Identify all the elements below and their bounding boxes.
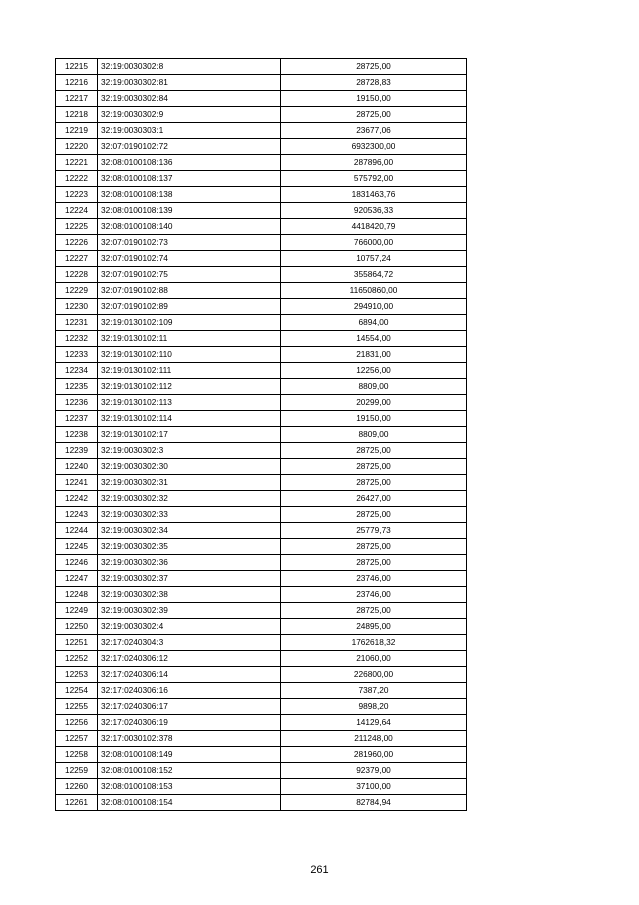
row-number-cell: 12220 — [56, 139, 98, 155]
row-number-cell: 12219 — [56, 123, 98, 139]
table-row — [56, 283, 467, 299]
table-row — [56, 75, 467, 91]
cadastral-number-cell: 32:19:0030302:30 — [98, 459, 281, 475]
cadastral-value-cell: 12256,00 — [281, 363, 467, 379]
table-row — [56, 315, 467, 331]
table-row — [56, 411, 467, 427]
row-number-cell: 12249 — [56, 603, 98, 619]
table-row — [56, 187, 467, 203]
cadastral-number-cell: 32:17:0240306:14 — [98, 667, 281, 683]
cadastral-value-cell: 920536,33 — [281, 203, 467, 219]
cadastral-value-cell: 24895,00 — [281, 619, 467, 635]
cadastral-value-cell: 575792,00 — [281, 171, 467, 187]
cadastral-number-cell: 32:08:0100108:139 — [98, 203, 281, 219]
table-row — [56, 267, 467, 283]
cadastral-value-cell: 8809,00 — [281, 379, 467, 395]
cadastral-value-cell: 26427,00 — [281, 491, 467, 507]
row-number-cell: 12250 — [56, 619, 98, 635]
row-number-cell: 12221 — [56, 155, 98, 171]
table-row — [56, 347, 467, 363]
table-row — [56, 539, 467, 555]
cadastral-number-cell: 32:19:0130102:17 — [98, 427, 281, 443]
table-row — [56, 507, 467, 523]
table-row — [56, 683, 467, 699]
row-number-cell: 12258 — [56, 747, 98, 763]
cadastral-value-cell: 14554,00 — [281, 331, 467, 347]
table-row — [56, 651, 467, 667]
cadastral-value-cell: 28725,00 — [281, 475, 467, 491]
cadastral-number-cell: 32:17:0240306:19 — [98, 715, 281, 731]
cadastral-value-cell: 19150,00 — [281, 411, 467, 427]
cadastral-number-cell: 32:08:0100108:138 — [98, 187, 281, 203]
cadastral-number-cell: 32:19:0130102:109 — [98, 315, 281, 331]
cadastral-value-cell: 28725,00 — [281, 107, 467, 123]
cadastral-value-cell: 28725,00 — [281, 507, 467, 523]
table-row — [56, 299, 467, 315]
table-row — [56, 203, 467, 219]
cadastral-value-cell: 287896,00 — [281, 155, 467, 171]
row-number-cell: 12245 — [56, 539, 98, 555]
row-number-cell: 12222 — [56, 171, 98, 187]
cadastral-value-cell: 21831,00 — [281, 347, 467, 363]
cadastral-value-cell: 19150,00 — [281, 91, 467, 107]
row-number-cell: 12261 — [56, 795, 98, 811]
cadastral-table-container — [55, 58, 466, 811]
cadastral-number-cell: 32:19:0030302:34 — [98, 523, 281, 539]
cadastral-number-cell: 32:19:0030302:8 — [98, 59, 281, 75]
table-row — [56, 747, 467, 763]
table-row — [56, 235, 467, 251]
cadastral-value-cell: 294910,00 — [281, 299, 467, 315]
table-row — [56, 91, 467, 107]
cadastral-number-cell: 32:17:0240306:16 — [98, 683, 281, 699]
cadastral-number-cell: 32:08:0100108:153 — [98, 779, 281, 795]
cadastral-value-cell: 28725,00 — [281, 459, 467, 475]
table-row — [56, 491, 467, 507]
cadastral-number-cell: 32:17:0240304:3 — [98, 635, 281, 651]
cadastral-number-cell: 32:19:0130102:110 — [98, 347, 281, 363]
cadastral-number-cell: 32:19:0030302:32 — [98, 491, 281, 507]
cadastral-value-cell: 14129,64 — [281, 715, 467, 731]
row-number-cell: 12224 — [56, 203, 98, 219]
table-body — [56, 59, 467, 811]
table-row — [56, 443, 467, 459]
row-number-cell: 12225 — [56, 219, 98, 235]
cadastral-value-cell: 355864,72 — [281, 267, 467, 283]
row-number-cell: 12234 — [56, 363, 98, 379]
table-row — [56, 475, 467, 491]
cadastral-number-cell: 32:19:0030302:31 — [98, 475, 281, 491]
cadastral-number-cell: 32:08:0100108:149 — [98, 747, 281, 763]
page-number: 261 — [310, 864, 329, 876]
cadastral-value-cell: 4418420,79 — [281, 219, 467, 235]
table-row — [56, 715, 467, 731]
table-row — [56, 555, 467, 571]
table-row — [56, 123, 467, 139]
cadastral-number-cell: 32:19:0030302:36 — [98, 555, 281, 571]
row-number-cell: 12217 — [56, 91, 98, 107]
cadastral-number-cell: 32:19:0030302:4 — [98, 619, 281, 635]
cadastral-number-cell: 32:19:0130102:113 — [98, 395, 281, 411]
cadastral-value-cell: 28725,00 — [281, 603, 467, 619]
row-number-cell: 12247 — [56, 571, 98, 587]
cadastral-value-table — [55, 58, 467, 811]
row-number-cell: 12243 — [56, 507, 98, 523]
row-number-cell: 12257 — [56, 731, 98, 747]
row-number-cell: 12238 — [56, 427, 98, 443]
table-row — [56, 331, 467, 347]
table-row — [56, 619, 467, 635]
cadastral-number-cell: 32:08:0100108:137 — [98, 171, 281, 187]
table-row — [56, 763, 467, 779]
cadastral-number-cell: 32:19:0030302:35 — [98, 539, 281, 555]
table-row — [56, 171, 467, 187]
row-number-cell: 12230 — [56, 299, 98, 315]
row-number-cell: 12228 — [56, 267, 98, 283]
table-row — [56, 779, 467, 795]
cadastral-number-cell: 32:07:0190102:88 — [98, 283, 281, 299]
row-number-cell: 12252 — [56, 651, 98, 667]
cadastral-value-cell: 28725,00 — [281, 443, 467, 459]
cadastral-number-cell: 32:07:0190102:74 — [98, 251, 281, 267]
cadastral-number-cell: 32:17:0030102:378 — [98, 731, 281, 747]
table-row — [56, 155, 467, 171]
row-number-cell: 12239 — [56, 443, 98, 459]
cadastral-number-cell: 32:07:0190102:89 — [98, 299, 281, 315]
table-row — [56, 571, 467, 587]
row-number-cell: 12218 — [56, 107, 98, 123]
cadastral-number-cell: 32:19:0030302:39 — [98, 603, 281, 619]
table-row — [56, 379, 467, 395]
cadastral-value-cell: 226800,00 — [281, 667, 467, 683]
cadastral-number-cell: 32:07:0190102:75 — [98, 267, 281, 283]
cadastral-value-cell: 21060,00 — [281, 651, 467, 667]
table-row — [56, 731, 467, 747]
row-number-cell: 12251 — [56, 635, 98, 651]
row-number-cell: 12227 — [56, 251, 98, 267]
row-number-cell: 12254 — [56, 683, 98, 699]
row-number-cell: 12233 — [56, 347, 98, 363]
row-number-cell: 12259 — [56, 763, 98, 779]
table-row — [56, 587, 467, 603]
cadastral-number-cell: 32:19:0030302:3 — [98, 443, 281, 459]
row-number-cell: 12253 — [56, 667, 98, 683]
cadastral-value-cell: 20299,00 — [281, 395, 467, 411]
row-number-cell: 12246 — [56, 555, 98, 571]
table-row — [56, 363, 467, 379]
table-row — [56, 139, 467, 155]
table-row — [56, 459, 467, 475]
cadastral-value-cell: 281960,00 — [281, 747, 467, 763]
row-number-cell: 12256 — [56, 715, 98, 731]
table-row — [56, 427, 467, 443]
cadastral-number-cell: 32:08:0100108:140 — [98, 219, 281, 235]
cadastral-number-cell: 32:19:0030302:9 — [98, 107, 281, 123]
cadastral-value-cell: 37100,00 — [281, 779, 467, 795]
row-number-cell: 12229 — [56, 283, 98, 299]
cadastral-value-cell: 28725,00 — [281, 555, 467, 571]
cadastral-value-cell: 92379,00 — [281, 763, 467, 779]
table-row — [56, 667, 467, 683]
table-row — [56, 699, 467, 715]
cadastral-number-cell: 32:07:0190102:72 — [98, 139, 281, 155]
cadastral-number-cell: 32:19:0030302:81 — [98, 75, 281, 91]
cadastral-value-cell: 28725,00 — [281, 539, 467, 555]
cadastral-value-cell: 8809,00 — [281, 427, 467, 443]
cadastral-number-cell: 32:19:0030303:1 — [98, 123, 281, 139]
table-row — [56, 251, 467, 267]
cadastral-value-cell: 1831463,76 — [281, 187, 467, 203]
cadastral-value-cell: 9898,20 — [281, 699, 467, 715]
cadastral-number-cell: 32:19:0030302:33 — [98, 507, 281, 523]
cadastral-value-cell: 25779,73 — [281, 523, 467, 539]
cadastral-value-cell: 23677,06 — [281, 123, 467, 139]
cadastral-value-cell: 10757,24 — [281, 251, 467, 267]
cadastral-value-cell: 6932300,00 — [281, 139, 467, 155]
table-row — [56, 219, 467, 235]
cadastral-number-cell: 32:19:0130102:111 — [98, 363, 281, 379]
table-row — [56, 603, 467, 619]
cadastral-number-cell: 32:19:0130102:112 — [98, 379, 281, 395]
cadastral-number-cell: 32:17:0240306:12 — [98, 651, 281, 667]
cadastral-number-cell: 32:19:0130102:11 — [98, 331, 281, 347]
cadastral-number-cell: 32:19:0130102:114 — [98, 411, 281, 427]
cadastral-value-cell: 6894,00 — [281, 315, 467, 331]
row-number-cell: 12241 — [56, 475, 98, 491]
cadastral-value-cell: 1762618,32 — [281, 635, 467, 651]
cadastral-value-cell: 23746,00 — [281, 587, 467, 603]
cadastral-number-cell: 32:07:0190102:73 — [98, 235, 281, 251]
table-row — [56, 795, 467, 811]
cadastral-value-cell: 11650860,00 — [281, 283, 467, 299]
cadastral-number-cell: 32:08:0100108:152 — [98, 763, 281, 779]
cadastral-value-cell: 28728,83 — [281, 75, 467, 91]
cadastral-value-cell: 28725,00 — [281, 59, 467, 75]
cadastral-number-cell: 32:19:0030302:84 — [98, 91, 281, 107]
row-number-cell: 12223 — [56, 187, 98, 203]
row-number-cell: 12231 — [56, 315, 98, 331]
cadastral-number-cell: 32:08:0100108:136 — [98, 155, 281, 171]
table-row — [56, 395, 467, 411]
row-number-cell: 12232 — [56, 331, 98, 347]
cadastral-value-cell: 211248,00 — [281, 731, 467, 747]
row-number-cell: 12248 — [56, 587, 98, 603]
table-row — [56, 635, 467, 651]
row-number-cell: 12240 — [56, 459, 98, 475]
cadastral-number-cell: 32:08:0100108:154 — [98, 795, 281, 811]
row-number-cell: 12236 — [56, 395, 98, 411]
row-number-cell: 12235 — [56, 379, 98, 395]
row-number-cell: 12242 — [56, 491, 98, 507]
row-number-cell: 12237 — [56, 411, 98, 427]
table-row — [56, 59, 467, 75]
table-row — [56, 523, 467, 539]
cadastral-number-cell: 32:19:0030302:37 — [98, 571, 281, 587]
table-row — [56, 107, 467, 123]
row-number-cell: 12216 — [56, 75, 98, 91]
cadastral-value-cell: 23746,00 — [281, 571, 467, 587]
row-number-cell: 12226 — [56, 235, 98, 251]
cadastral-number-cell: 32:19:0030302:38 — [98, 587, 281, 603]
row-number-cell: 12255 — [56, 699, 98, 715]
cadastral-number-cell: 32:17:0240306:17 — [98, 699, 281, 715]
cadastral-value-cell: 7387,20 — [281, 683, 467, 699]
row-number-cell: 12215 — [56, 59, 98, 75]
cadastral-value-cell: 82784,94 — [281, 795, 467, 811]
row-number-cell: 12244 — [56, 523, 98, 539]
cadastral-value-cell: 766000,00 — [281, 235, 467, 251]
row-number-cell: 12260 — [56, 779, 98, 795]
